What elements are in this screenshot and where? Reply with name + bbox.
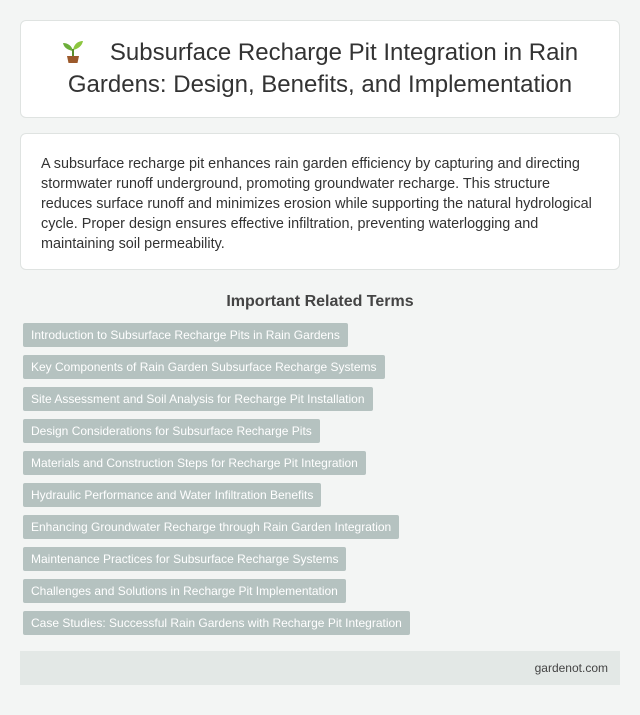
related-terms-heading: Important Related Terms bbox=[226, 293, 414, 310]
page-title-text: Subsurface Recharge Pit Integration in Rain Gardens: Design, Benefits, and Implementation bbox=[67, 39, 579, 98]
related-term-link[interactable]: Key Components of Rain Garden Subsurface Recharge Systems bbox=[23, 355, 385, 379]
related-term-link[interactable]: Enhancing Groundwater Recharge through Rain Garden Integration bbox=[23, 515, 399, 539]
related-term-link[interactable]: Hydraulic Performance and Water Infiltration Benefits bbox=[23, 483, 321, 507]
page-title bbox=[51, 37, 589, 101]
related-term-link[interactable]: Case Studies: Successful Rain Gardens with Recharge Pit Integration bbox=[23, 611, 410, 635]
related-term-link[interactable]: Challenges and Solutions in Recharge Pit Implementation bbox=[23, 579, 346, 603]
related-term-link[interactable]: Design Considerations for Subsurface Recharge Pits bbox=[23, 419, 320, 443]
title-card bbox=[20, 20, 620, 118]
footer-site-link[interactable]: gardenot.com bbox=[534, 661, 608, 675]
summary-text: A subsurface recharge pit enhances rain garden efficiency by capturing and directing stormwater runoff underground, promoting groundwater recharge. This structure reduces surface runoff and minimizes erosion while supporting the natural hydrological cycle. Proper design ensures effective infiltration, preventing waterlogging and maintaining soil permeability. bbox=[41, 156, 592, 252]
related-term-link[interactable]: Materials and Construction Steps for Recharge Pit Integration bbox=[23, 451, 366, 475]
related-term-link[interactable]: Site Assessment and Soil Analysis for Recharge Pit Installation bbox=[23, 387, 373, 411]
related-term-link[interactable]: Maintenance Practices for Subsurface Recharge Systems bbox=[23, 547, 346, 571]
sprout-icon bbox=[62, 37, 84, 63]
related-terms-list bbox=[20, 323, 620, 635]
summary-card bbox=[20, 133, 620, 270]
related-term-link[interactable]: Introduction to Subsurface Recharge Pits in Rain Gardens bbox=[23, 323, 348, 347]
footer bbox=[20, 651, 620, 685]
